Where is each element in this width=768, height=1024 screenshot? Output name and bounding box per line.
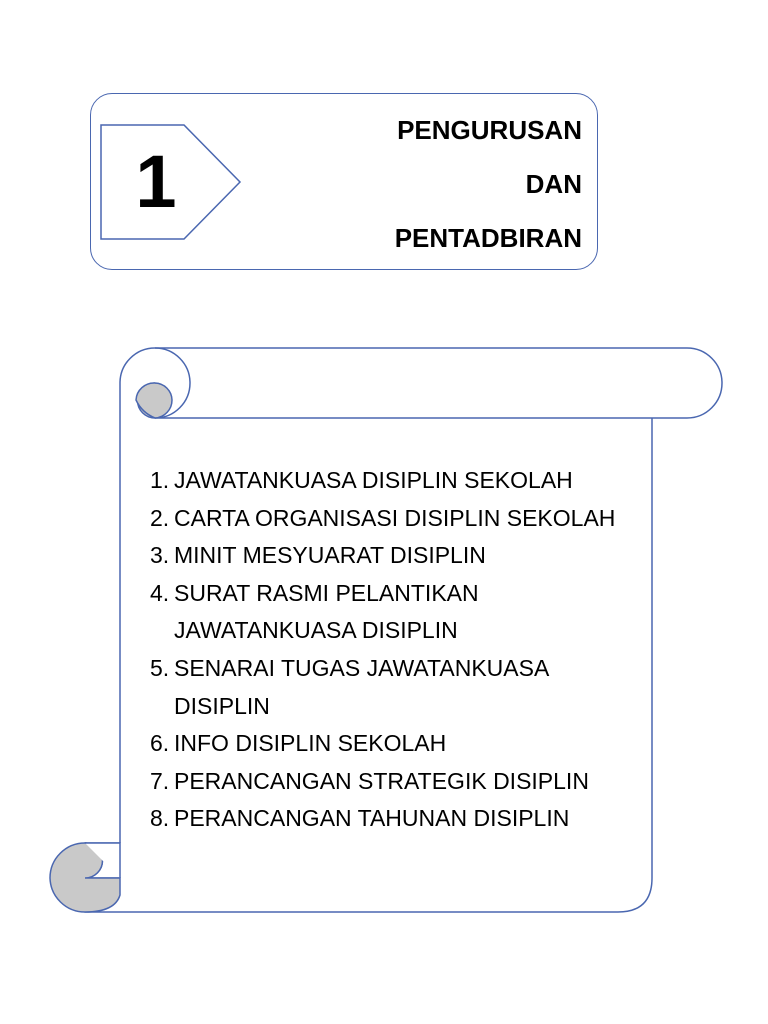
- list-item-text: SENARAI TUGAS JAWATANKUASA DISIPLIN: [174, 654, 549, 719]
- list-item: [150, 725, 630, 763]
- list-item-number: 1.: [150, 467, 170, 493]
- list-item-number: 2.: [150, 504, 170, 531]
- list-item-number: 3.: [150, 542, 170, 569]
- list-item: [150, 650, 630, 725]
- list-item: [150, 800, 630, 838]
- list-item: [150, 462, 630, 500]
- list-item: [150, 500, 630, 538]
- list-item-number: 5.: [150, 654, 170, 681]
- list-item-number: 7.: [150, 767, 170, 794]
- list-item-text: MINIT MESYUARAT DISIPLIN: [174, 542, 486, 569]
- list-item-number: 4.: [150, 579, 170, 606]
- list-item-text: PERANCANGAN TAHUNAN DISIPLIN: [174, 805, 570, 832]
- document-list: [150, 462, 630, 838]
- list-item-number: 6.: [150, 730, 170, 757]
- list-item: [150, 537, 630, 575]
- section-number: 1: [135, 140, 177, 223]
- section-title-line-2: DAN: [525, 169, 582, 199]
- list-item-number: 8.: [150, 805, 170, 832]
- list-item: [150, 763, 630, 801]
- list-item-text: SURAT RASMI PELANTIKAN JAWATANKUASA DISIPLIN: [174, 579, 479, 644]
- section-title-line-3: PENTADBIRAN: [394, 223, 582, 253]
- list-item-text: INFO DISIPLIN SEKOLAH: [174, 730, 447, 757]
- list-item-text: CARTA ORGANISASI DISIPLIN SEKOLAH: [174, 504, 616, 531]
- list-item-text: PERANCANGAN STRATEGIK DISIPLIN: [174, 767, 589, 794]
- section-title-line-1: PENGURUSAN: [397, 115, 582, 145]
- list-item: [150, 575, 630, 650]
- list-item-text: JAWATANKUASA DISIPLIN SEKOLAH: [174, 467, 573, 493]
